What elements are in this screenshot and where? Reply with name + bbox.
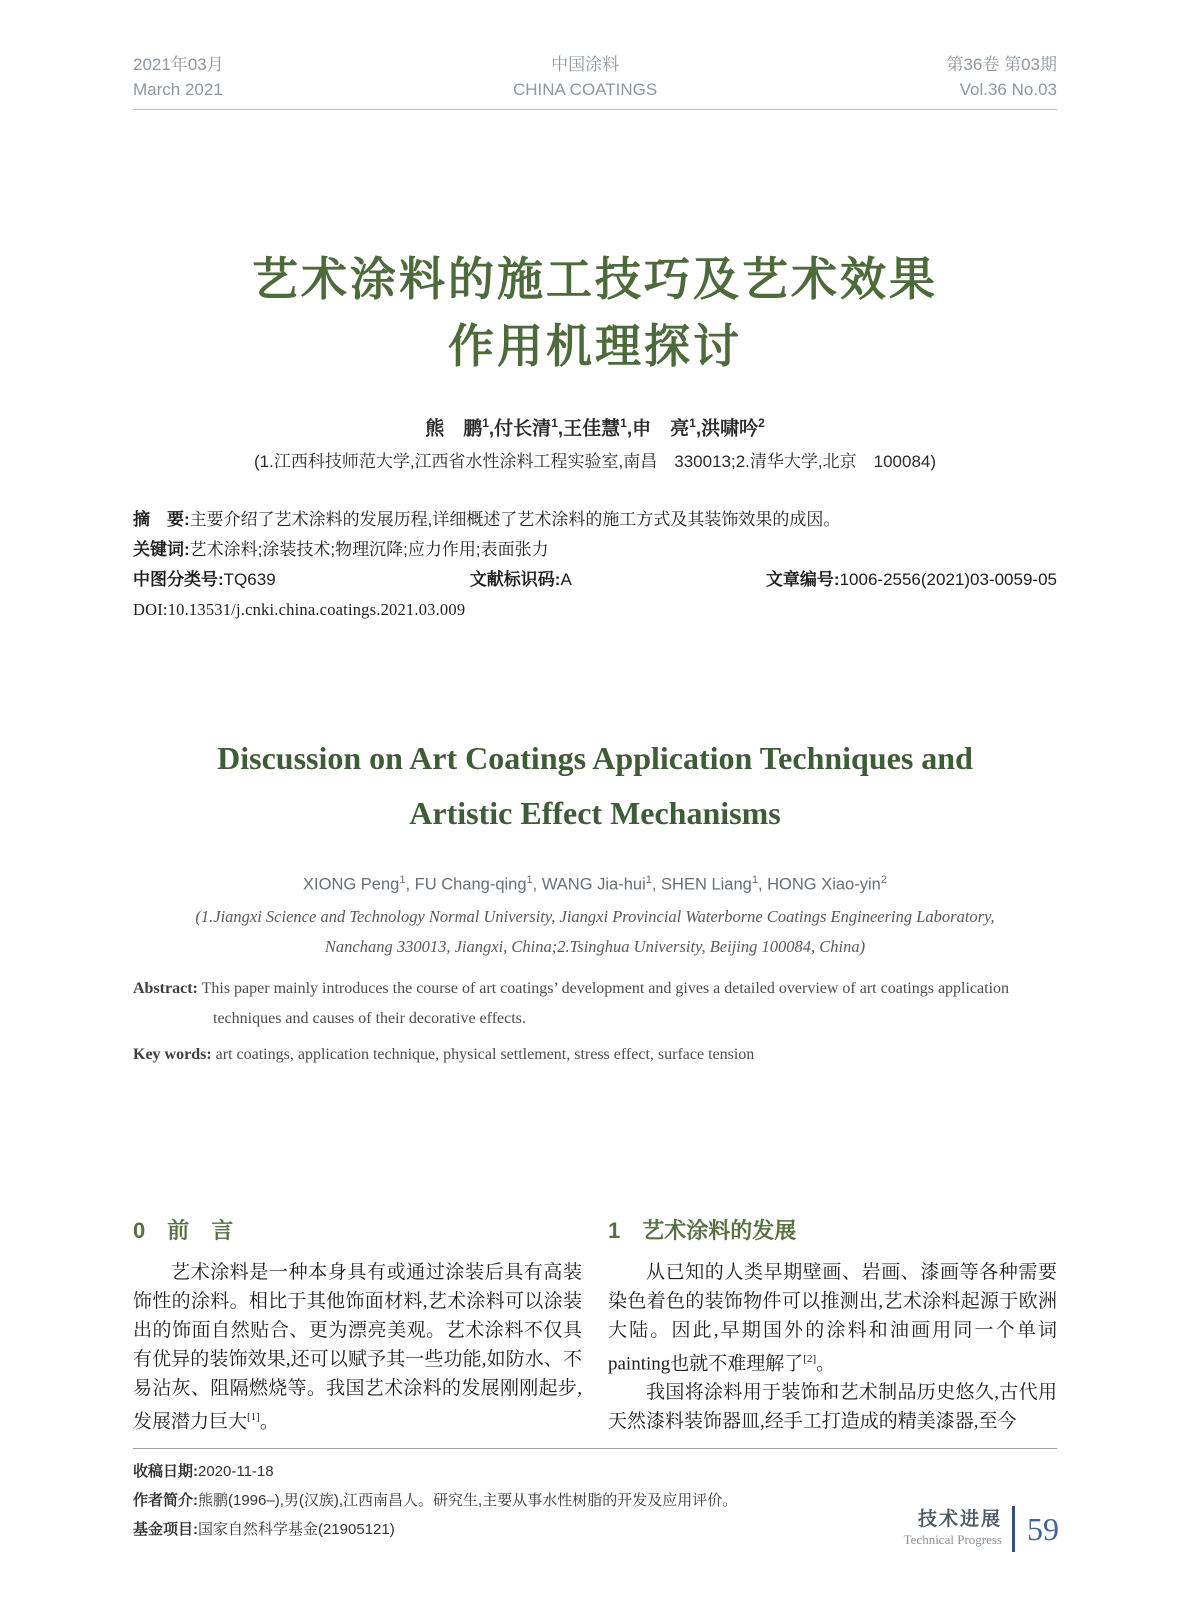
received-date-label: 收稿日期: [133,1462,198,1480]
received-date-value: 2020-11-18 [198,1462,274,1480]
keywords-text-cn: 艺术涂料;涂装技术;物理沉降;应力作用;表面张力 [189,539,549,559]
header-volume-info [946,52,1057,102]
footer-divider-bar [1012,1506,1015,1552]
volume-info-cn: 第36卷 第03期 [946,55,1057,74]
abstract-row-cn [133,505,1057,535]
journal-name-en: CHINA COATINGS [512,80,658,99]
abstract-text-cn: 主要介绍了艺术涂料的发展历程,详细概述了艺术涂料的施工方式及其装饰效果的成因。 [189,509,841,529]
author-affil-mark: 2 [880,874,887,887]
meta-block-cn [133,505,1057,625]
authors-cn [133,410,1057,442]
paragraph-text: 从已知的人类早期壁画、岩画、漆画等各种需要染色着色的装饰物件可以推测出,艺术涂料起源于欧洲大陆。因此,早期国外的涂料和油画用同一个单词painting也就不难理解了 [608,1261,1057,1374]
doi-line: DOI:10.13531/j.cnki.china.coatings.2021.03.009 [133,599,466,619]
author-name: ,付长清 [488,418,552,440]
author-affil-mark: 1 [482,416,489,431]
citation-mark: [1] [247,1410,260,1423]
fund-project-label: 基金项目: [133,1520,198,1538]
citation-mark: [2] [803,1352,817,1365]
abstract-text-en: This paper mainly introduces the course of art coatings’ development and gives a detailed overview of art coatings application techniques and causes of their decorative effects. [201,979,1010,1027]
meta-block-en [133,974,1057,1070]
author-name-en: XIONG Peng [303,875,400,894]
author-affil-mark: 1 [751,874,758,887]
authors-en [133,867,1057,898]
author-name: ,王佳慧 [557,418,621,440]
article-title-cn [133,246,1057,379]
paragraph-text: 。 [259,1410,279,1432]
author-affil-mark: 1 [399,874,406,887]
author-name-en: , FU Chang-qing [405,875,527,894]
paragraph-text: 。 [816,1352,836,1374]
journal-header [133,0,1057,110]
abstract-label-cn: 摘 要: [133,509,190,529]
article-title-cn-line1: 艺术涂料的施工技巧及艺术效果 [252,253,938,305]
journal-name-cn: 中国涂料 [551,55,620,74]
fund-project-value: 国家自然科学基金(21905121) [198,1520,395,1538]
issue-date-cn: 2021年03月 [133,55,224,74]
column-title [904,1509,1002,1549]
author-name: 熊 鹏 [425,418,483,440]
keywords-text-en: art coatings, application technique, physical settlement, stress effect, surface tension [215,1045,755,1063]
section-1-paragraph-2: 我国将涂料用于装饰和艺术制品历史悠久,古代用天然漆料装饰器皿,经手工打造成的精美漆器,至今 [608,1381,1057,1432]
article-title-en-line1: Discussion on Art Coatings Application Techniques and [217,739,973,776]
column-title-en: Technical Progress [903,1532,1002,1547]
classification-row [133,565,1057,595]
clc-value: TQ639 [223,569,276,589]
issue-date-en: March 2021 [133,80,223,99]
affiliation-en-line1: (1.Jiangxi Science and Technology Normal University, Jiangxi Provincial Waterborne Coatings Engineering Laboratory, [195,906,995,926]
author-affil-mark: 1 [645,874,652,887]
author-name: ,洪啸吟 [695,418,759,440]
section-1-paragraph-1 [608,1258,1057,1378]
footnote-received-date [133,1457,1057,1486]
author-affil-mark: 1 [526,874,533,887]
article-body [133,1216,1057,1436]
abstract-label-en: Abstract: [133,979,198,997]
article-id-label: 文章编号: [765,569,840,589]
article-id-item [766,565,1057,595]
page-footer [904,1506,1059,1552]
author-name-en: , HONG Xiao-yin [757,875,881,894]
author-name-en: , SHEN Liang [651,875,752,894]
article-id-value: 1006-2556(2021)03-0059-05 [839,569,1057,589]
article-title-en [133,731,1057,841]
body-column-right [608,1216,1057,1436]
author-bio-label: 作者简介: [133,1491,198,1509]
keywords-label-en: Key words: [133,1045,212,1063]
author-affil-mark: 1 [551,416,558,431]
author-name-en: , WANG Jia-hui [532,875,646,894]
section-heading-1: 1 艺术涂料的发展 [608,1217,797,1243]
author-affil-mark: 2 [758,416,765,431]
section-0-paragraph [133,1258,582,1436]
affiliation-en [133,902,1057,962]
doc-code-item [470,565,572,595]
keywords-label-cn: 关键词: [133,539,190,559]
clc-label: 中图分类号: [133,569,224,589]
paragraph-text: 艺术涂料是一种本身具有或通过涂装后具有高装饰性的涂料。相比于其他饰面材料,艺术涂料可以涂装出的饰面自然贴合、更为漂亮美观。艺术涂料不仅具有优异的装饰效果,还可以赋予其一些功能,如防水、不易沾灰、阻隔燃烧等。我国艺术涂料的发展刚刚起步,发展潜力巨大 [133,1261,582,1432]
article-title-en-line2: Artistic Effect Mechanisms [409,794,781,831]
header-issue-date [133,52,224,102]
author-affil-mark: 1 [689,416,696,431]
author-bio-value: 熊鹏(1996–),男(汉族),江西南昌人。研究生,主要从事水性树脂的开发及应用评价。 [198,1491,738,1509]
section-heading-0: 0 前 言 [133,1217,234,1243]
doc-code-label: 文献标识码: [469,569,561,589]
body-column-left [133,1216,582,1436]
affiliation-en-line2: Nanchang 330013, Jiangxi, China;2.Tsinghua University, Beijing 100084, China) [324,936,866,956]
doc-code-value: A [560,569,572,589]
keywords-row-en [133,1040,1057,1070]
author-name: ,申 亮 [626,418,690,440]
volume-info-en: Vol.36 No.03 [959,80,1057,99]
abstract-row-en [133,974,1057,1034]
article-title-cn-line2: 作用机理探讨 [448,319,742,372]
page-number: 59 [1027,1511,1059,1547]
author-affil-mark: 1 [620,416,627,431]
column-title-cn: 技术进展 [917,1509,1002,1530]
clc-item [133,565,276,595]
header-journal-name [513,52,657,102]
affiliation-cn: (1.江西科技师范大学,江西省水性涂料工程实验室,南昌 330013;2.清华大学,北京 100084) [253,451,937,471]
keywords-row-cn [133,535,1057,565]
